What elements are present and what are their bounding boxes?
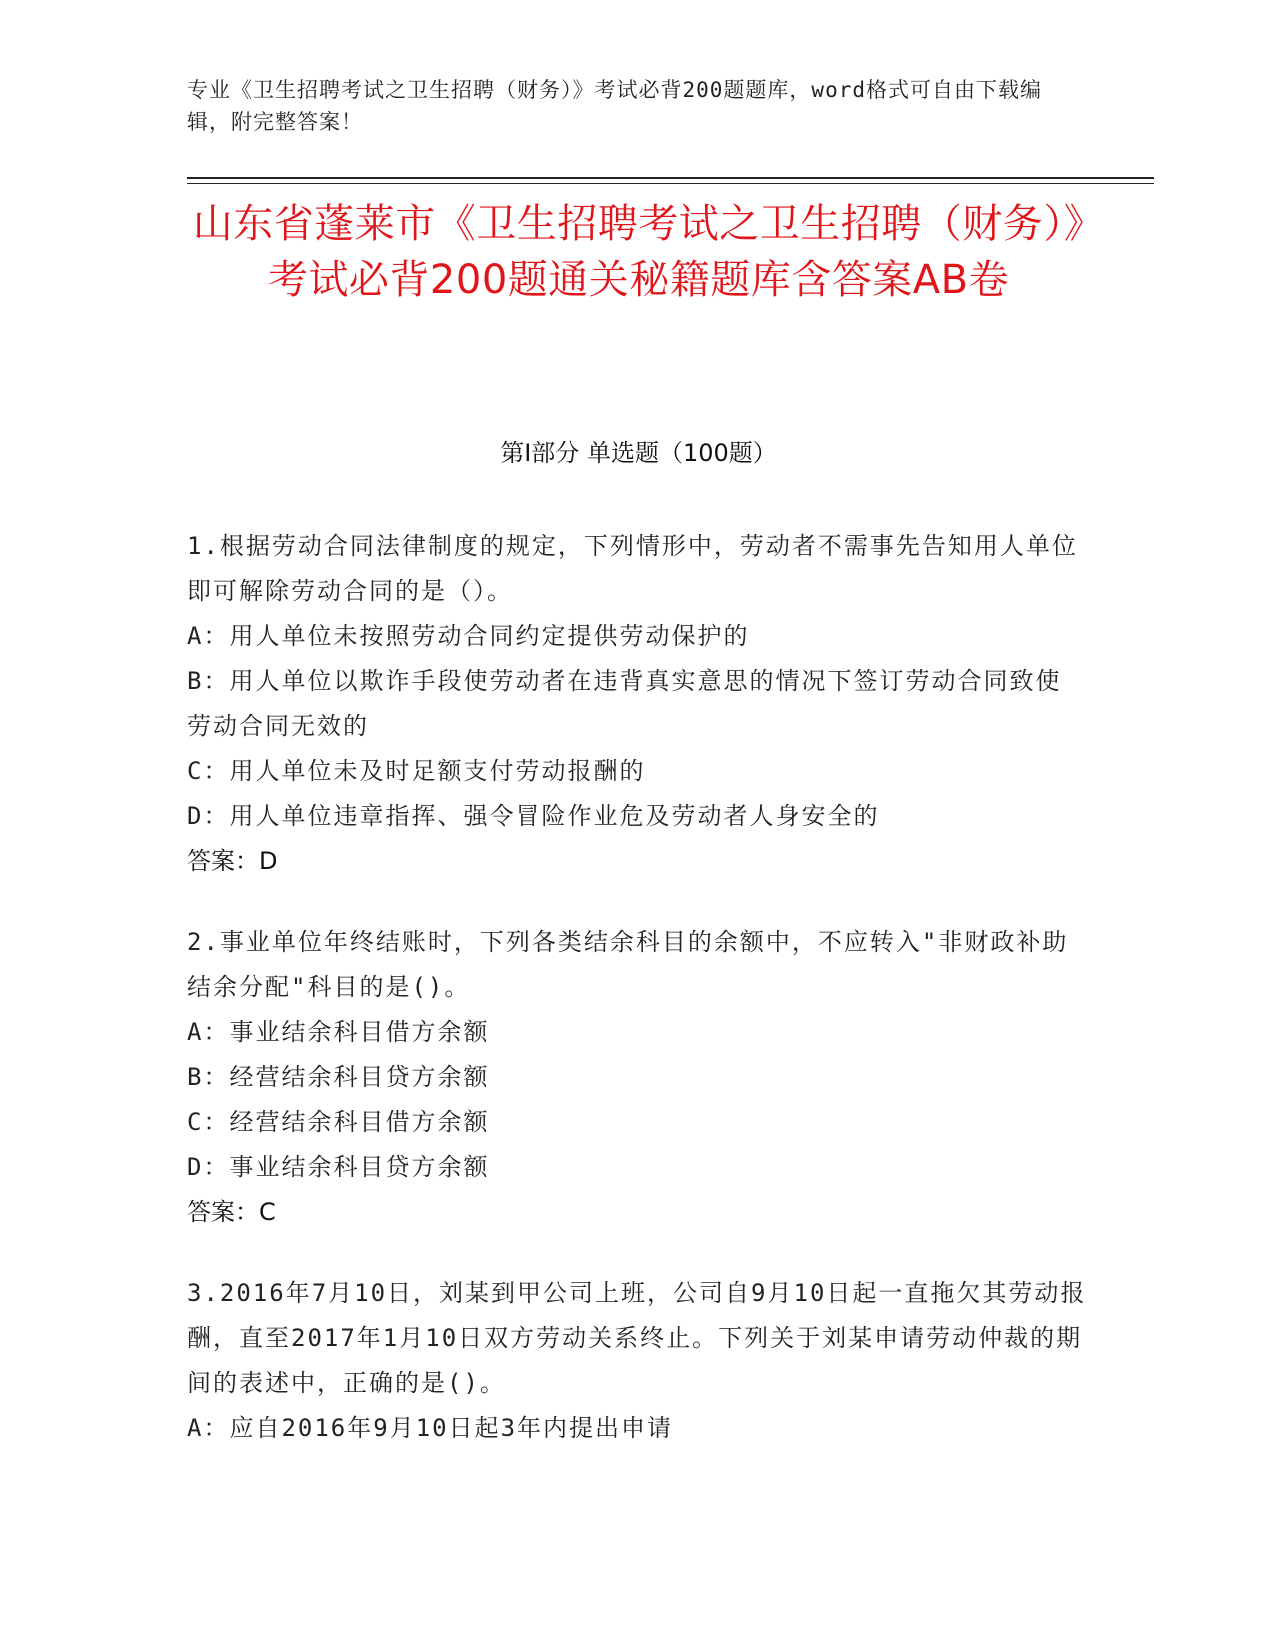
question-1 xyxy=(187,524,1087,884)
question-text: 3.2016年7月10日，刘某到甲公司上班，公司自9月10日起一直拖欠其劳动报酬，直至2017年1月10日双方劳动关系终止。下列关于刘某申请劳动仲裁的期间的表述中，正确的是()。 xyxy=(187,1279,1087,1397)
option-a: A：应自2016年9月10日起3年内提出申请 xyxy=(187,1414,674,1442)
option-c: C：经营结余科目借方余额 xyxy=(187,1108,490,1136)
header-note: 专业《卫生招聘考试之卫生招聘（财务）》考试必背200题题库，word格式可自由下载编辑，附完整答案！ xyxy=(187,78,1042,134)
question-text: 1.根据劳动合同法律制度的规定，下列情形中，劳动者不需事先告知用人单位即可解除劳动合同的是（）。 xyxy=(187,532,1078,605)
option-b: B：经营结余科目贷方余额 xyxy=(187,1063,490,1091)
header-divider xyxy=(187,177,1154,179)
option-d: D：事业结余科目贷方余额 xyxy=(187,1153,490,1181)
answer: 答案：D xyxy=(187,847,278,875)
question-text: 2.事业单位年终结账时，下列各类结余科目的余额中，不应转入"非财政补助结余分配"科目的是()。 xyxy=(187,928,1069,1001)
option-b: B：用人单位以欺诈手段使劳动者在违背真实意思的情况下签订劳动合同致使劳动合同无效的 xyxy=(187,667,1062,740)
option-a: A：用人单位未按照劳动合同约定提供劳动保护的 xyxy=(187,622,750,650)
question-3 xyxy=(187,1271,1087,1451)
answer: 答案：C xyxy=(187,1198,276,1226)
option-d: D：用人单位违章指挥、强令冒险作业危及劳动者人身安全的 xyxy=(187,802,880,830)
question-2 xyxy=(187,920,1087,1235)
document-title: 山东省蓬莱市《卫生招聘考试之卫生招聘（财务）》考试必背200题通关秘籍题库含答案AB卷 xyxy=(192,201,1085,303)
question-list xyxy=(187,524,1087,1487)
option-a: A：事业结余科目借方余额 xyxy=(187,1018,490,1046)
option-c: C：用人单位未及时足额支付劳动报酬的 xyxy=(187,757,646,785)
section-title: 第I部分 单选题（100题） xyxy=(500,439,777,467)
header-divider-thin xyxy=(187,183,1154,184)
